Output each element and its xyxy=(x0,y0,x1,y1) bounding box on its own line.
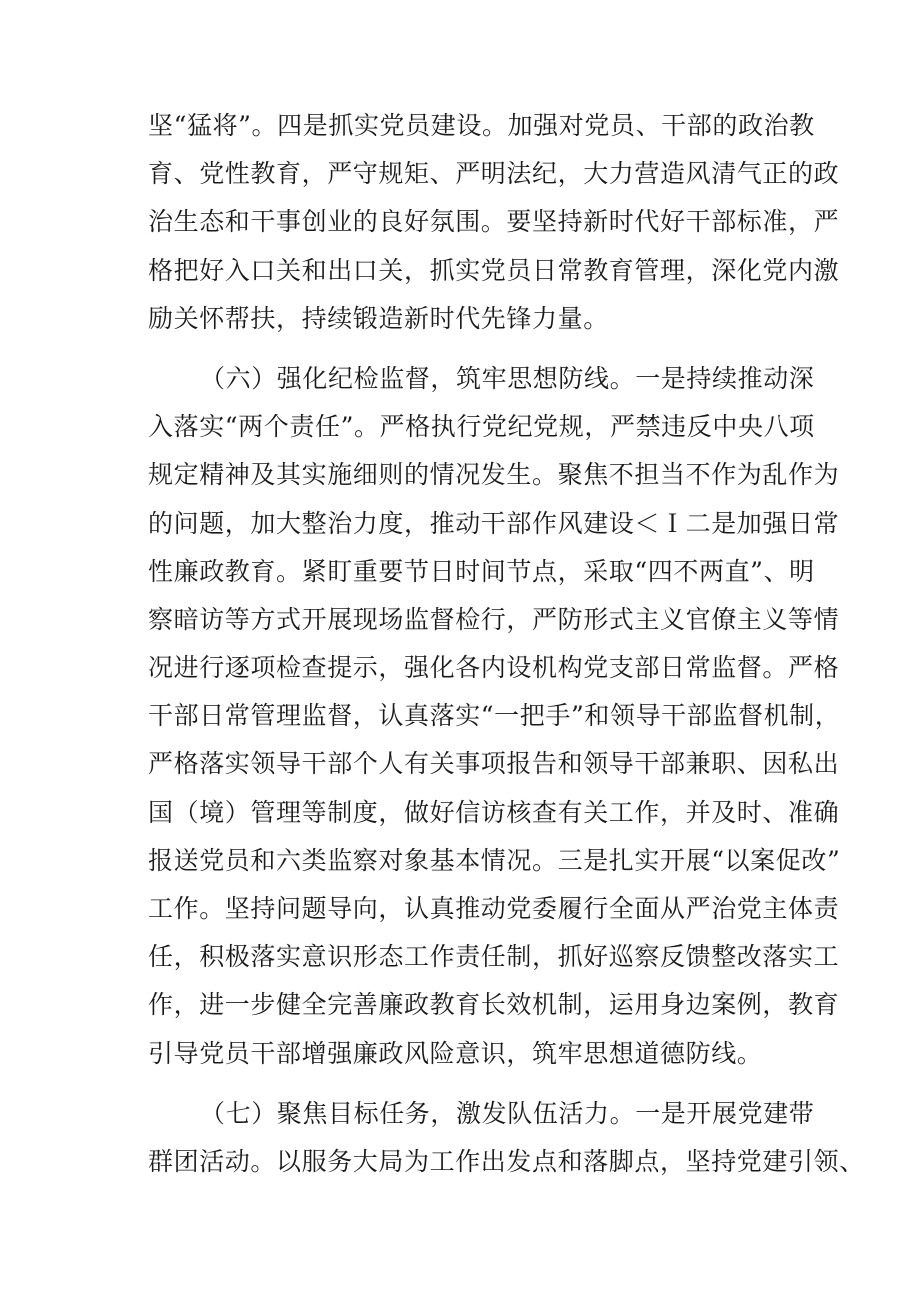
text-line: （七）聚焦目标任务，激发队伍活力。一是开展党建带 xyxy=(200,1098,815,1128)
text-line: 励关怀帮扶，持续锻造新时代先锋力量。 xyxy=(148,303,609,333)
text-line: 干部日常管理监督，认真落实“一把手”和领导干部监督机制， xyxy=(148,701,841,731)
text-line: 治生态和干事创业的良好氛围。要坚持新时代好干部标准，严 xyxy=(148,207,840,237)
text-line: 报送党员和六类监察对象基本情况。三是扎实开展“以案促改” xyxy=(148,845,841,875)
text-line: 严格落实领导干部个人有关事项报告和领导干部兼职、因私出 xyxy=(148,749,840,779)
text-line: 入落实“两个责任”。严格执行党纪党规，严禁违反中央八项 xyxy=(148,412,815,442)
text-line: 作，进一步健全完善廉政教育长效机制，运用身边案例，教育 xyxy=(148,990,840,1020)
text-line: 群团活动。以服务大局为工作出发点和落脚点，坚持党建引领、 xyxy=(148,1146,865,1176)
text-line: 引导党员干部增强廉政风险意识，筑牢思想道德防线。 xyxy=(148,1038,763,1068)
text-line: 况进行逐项检查提示，强化各内设机构党支部日常监督。严格 xyxy=(148,653,840,683)
text-line: 性廉政教育。紧盯重要节日时间节点，采取“四不两直”、明 xyxy=(148,556,815,586)
text-line: 察暗访等方式开展现场监督检行，严防形式主义官僚主义等情 xyxy=(148,604,840,634)
text-line: 格把好入口关和出口关，抓实党员日常教育管理，深化党内激 xyxy=(148,255,840,285)
text-line: 规定精神及其实施细则的情况发生。聚焦不担当不作为乱作为 xyxy=(148,460,840,490)
text-line: 任，积极落实意识形态工作责任制，抓好巡察反馈整改落实工 xyxy=(148,942,840,972)
paragraph-gap xyxy=(148,343,798,355)
text-line: （六）强化纪检监督，筑牢思想防线。一是持续推动深 xyxy=(200,363,815,393)
paragraph-gap xyxy=(148,1078,798,1090)
text-line: 育、党性教育，严守规矩、严明法纪，大力营造风清气正的政 xyxy=(148,159,840,189)
text-line: 的问题，加大整治力度，推动干部作风建设＜Ｉ二是加强日常 xyxy=(148,508,840,538)
text-line: 工作。坚持问题导向，认真推动党委履行全面从严治党主体责 xyxy=(148,894,840,923)
text-line: 国（境）管理等制度，做好信访核查有关工作，并及时、准确 xyxy=(148,797,840,827)
body-text xyxy=(148,102,865,1186)
text-line: 坚“猛将”。四是抓实党员建设。加强对党员、干部的政治教 xyxy=(148,111,815,140)
